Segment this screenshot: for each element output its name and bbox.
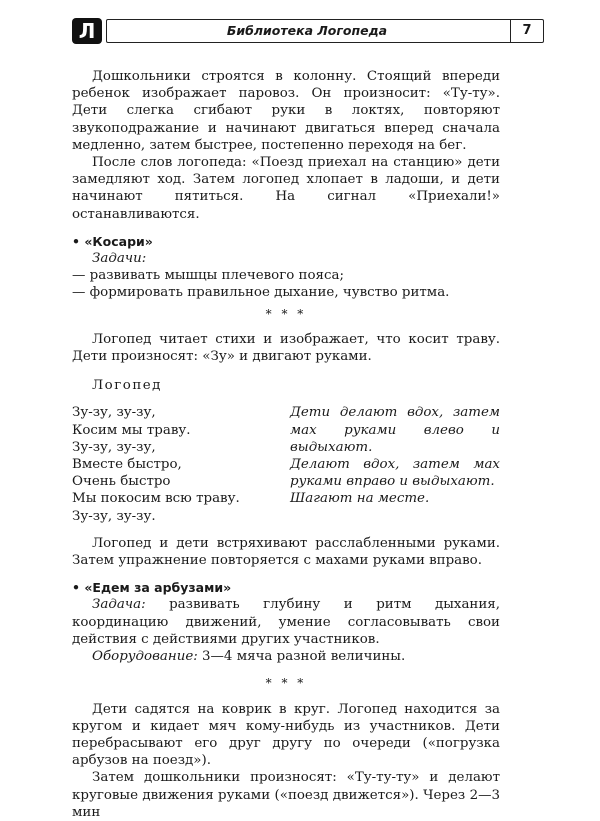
poem-block (72, 404, 500, 524)
exercise-title: • «Косари» (72, 233, 153, 249)
paragraph: Дети садятся на коврик в круг. Логопед находится за кругом и кидает мяч кому-нибудь из участников. Дети перебрасывают его друг другу по очереди («погрузка арбузов на поезд»). (72, 701, 500, 769)
movement-instructions (290, 404, 500, 524)
poem-line: Очень быстро (72, 474, 171, 490)
page-header (72, 18, 532, 44)
poem-line: Зу-зу, зу-зу. (72, 508, 156, 524)
header-title-box (106, 19, 544, 43)
instruction: Делают вдох, затем мах руками вправо и выдыхают. (290, 457, 500, 490)
paragraph: Затем дошкольники произносят: «Ту-ту-ту» и делают круговые движения руками («поезд движется»). Через 2—3 мин (72, 770, 500, 820)
exercise-title: • «Едем за арбузами» (72, 580, 232, 596)
task-text: развивать глубину и ритм дыхания, координацию движений, умение согласовывать свои действия с действиями других участников. (72, 597, 500, 647)
poem-line: Вместе быстро, (72, 457, 182, 473)
equipment-label: Оборудование: (92, 649, 198, 665)
task-item: — формировать правильное дыхание, чувство ритма. (72, 285, 450, 301)
poem-line: Зу-зу, зу-зу, (72, 405, 156, 421)
paragraph: Дошкольники строятся в колонну. Стоящий впереди ребенок изображает паровоз. Он произносит: «Ту-ту». Дети слегка сгибают руки в локтях, повторяют звукоподражание и начинают двигаться вперед сначала медленно, затем быстрее, постепенно переходя на бег. (72, 69, 500, 153)
section-separator: * * * (265, 676, 307, 691)
poem-line: Косим мы траву. (72, 422, 191, 438)
library-logo: Л (72, 18, 102, 44)
tasks-label: Задачи: (92, 251, 147, 267)
page-number: 7 (510, 20, 543, 42)
task-item: — развивать мышцы плечевого пояса; (72, 268, 344, 284)
equipment-paragraph (72, 648, 500, 665)
poem-line: Зу-зу, зу-зу, (72, 439, 156, 455)
task-label: Задача: (92, 597, 146, 613)
section-separator: * * * (265, 306, 307, 321)
instruction: Шагают на месте. (290, 491, 430, 507)
equipment-text: 3—4 мяча разной величины. (197, 649, 406, 665)
speaker-label: Логопед (92, 378, 162, 394)
page-body (72, 68, 500, 821)
paragraph: Логопед читает стихи и изображает, что косит траву. Дети произносят: «Зу» и двигают руками. (72, 331, 500, 365)
poem-line: Мы покосим всю траву. (72, 491, 240, 507)
running-title: Библиотека Логопеда (226, 23, 388, 38)
poem-lines (72, 404, 272, 524)
task-paragraph (72, 596, 500, 648)
paragraph: После слов логопеда: «Поезд приехал на станцию» дети замедляют ход. Затем логопед хлопает в ладоши, и дети начинают пятиться. На сигнал «Приехали!» останавливаются. (72, 155, 500, 222)
paragraph: Логопед и дети встряхивают расслабленными руками. Затем упражнение повторяется с махами руками вправо. (72, 535, 500, 569)
instruction: Дети делают вдох, затем мах руками влево и выдыхают. (290, 405, 500, 455)
